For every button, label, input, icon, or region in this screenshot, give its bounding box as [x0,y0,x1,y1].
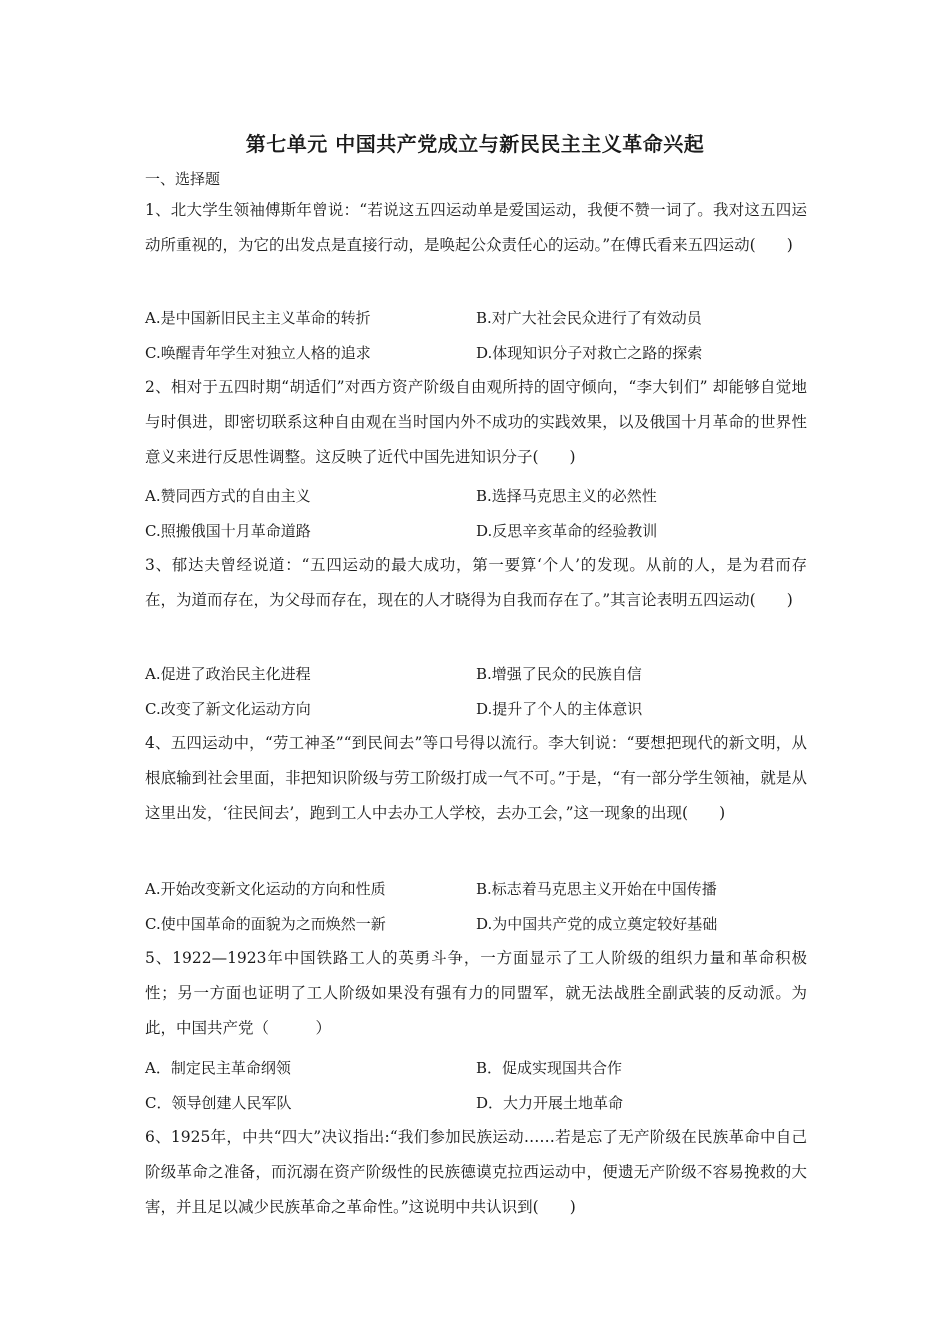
question-2-stem: 2、相对于五四时期“胡适们”对西方资产阶级自由观所持的固守倾向，“李大钊们” 却能够自觉地与时俱进，即密切联系这种自由观在当时国内外不成功的实践效果，以及俄国十月革命的世界性意义来进行反思性调整。这反映了近代中国先进知识分子( ) [145,378,807,466]
question-1-option-a: A.是中国新旧民主主义革命的转折 [145,309,371,327]
page-title: 第七单元 中国共产党成立与新民民主主义革命兴起 [245,132,705,156]
question-4-option-c: C.使中国革命的面貌为之而焕然一新 [145,915,386,933]
question-5-option-a: A．制定民主革命纲领 [145,1059,291,1077]
question-6-stem: 6、1925年，中共“四大”决议指出:“我们参加民族运动……若是忘了无产阶级在民族革命中自己阶级革命之准备，而沉溺在资产阶级性的民族德谟克拉西运动中，便遗无产阶级不容易挽救的大害，并且足以减少民族革命之革命性。”这说明中共认识到( ) [145,1128,807,1216]
question-5-option-d: D．大力开展土地革命 [476,1094,624,1112]
question-4-stem: 4、五四运动中，“劳工神圣”“到民间去”等口号得以流行。李大钊说：“要想把现代的新文明，从根底输到社会里面，非把知识阶级与劳工阶级打成一气不可。”于是，“有一部分学生领袖，就是从这里出发，‘往民间去’，跑到工人中去办工人学校，去办工会，”这一现象的出现( ) [145,734,807,822]
question-2-option-b: B.选择马克思主义的必然性 [476,487,657,505]
question-5-option-b: B．促成实现国共合作 [476,1059,623,1077]
question-2-option-d: D.反思辛亥革命的经验教训 [476,522,658,540]
question-3-option-b: B.增强了民众的民族自信 [476,665,642,683]
question-1-stem: 1、北大学生领袖傅斯年曾说：“若说这五四运动单是爱国运动，我便不赞一词了。我对这五四运动所重视的，为它的出发点是直接行动，是唤起公众责任心的运动。”在傅氏看来五四运动( ) [145,201,807,254]
question-1-option-b: B.对广大社会民众进行了有效动员 [476,309,702,327]
question-5-option-c: C．领导创建人民军队 [145,1094,292,1112]
question-5-stem: 5、1922—1923年中国铁路工人的英勇斗争，一方面显示了工人阶级的组织力量和革命积极性；另一方面也证明了工人阶级如果没有强有力的同盟军，就无法战胜全副武装的反动派。为此，中国共产党（ ） [145,949,807,1037]
section-heading: 一、选择题 [145,170,221,188]
question-2-option-a: A.赞同西方式的自由主义 [145,487,311,505]
question-3-option-a: A.促进了政治民主化进程 [145,665,311,683]
question-4-option-a: A.开始改变新文化运动的方向和性质 [145,880,386,898]
question-3-option-d: D.提升了个人的主体意识 [476,700,643,718]
question-4-option-b: B.标志着马克思主义开始在中国传播 [476,880,717,898]
question-1-option-c: C.唤醒青年学生对独立人格的追求 [145,344,371,362]
question-1-option-d: D.体现知识分子对救亡之路的探索 [476,344,703,362]
question-3-option-c: C.改变了新文化运动方向 [145,700,311,718]
question-3-stem: 3、郁达夫曾经说道：“五四运动的最大成功，第一要算‘个人’的发现。从前的人，是为君而存在，为道而存在，为父母而存在，现在的人才晓得为自我而存在了。”其言论表明五四运动( ) [145,556,807,609]
question-2-option-c: C.照搬俄国十月革命道路 [145,522,311,540]
question-4-option-d: D.为中国共产党的成立奠定较好基础 [476,915,718,933]
